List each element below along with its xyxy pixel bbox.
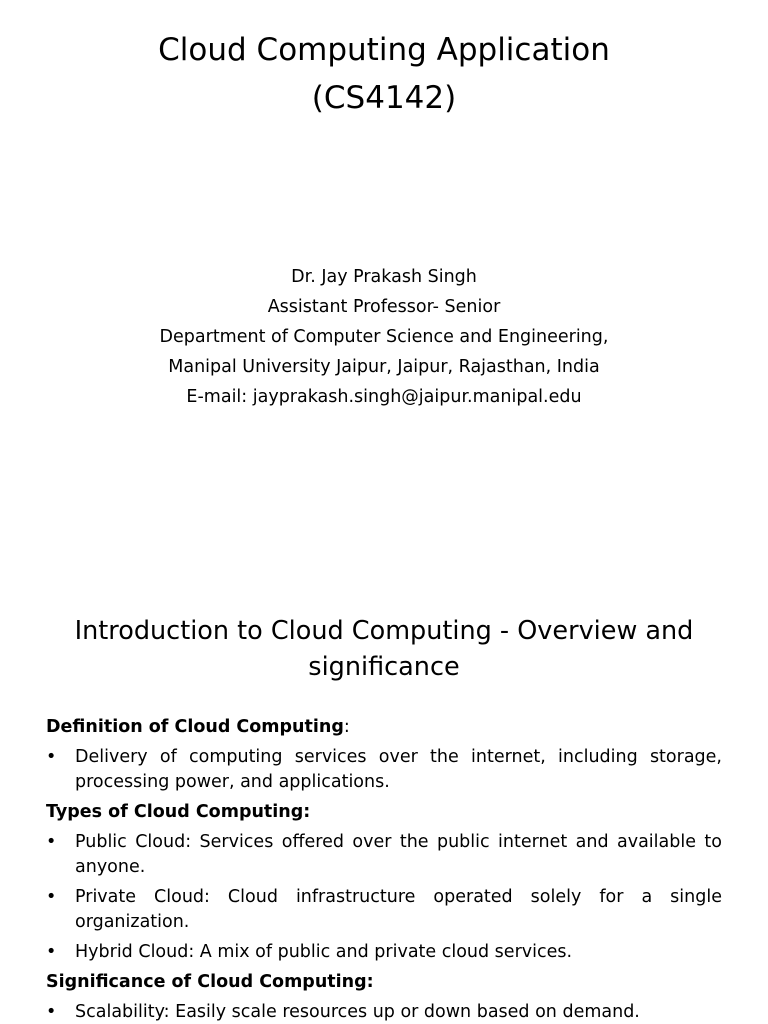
section-title: Introduction to Cloud Computing - Overview and	[74, 616, 694, 646]
slide-content	[46, 715, 722, 1024]
list-item	[46, 830, 722, 880]
section-title-continued: significance	[308, 652, 460, 682]
bullet-icon: •	[46, 747, 57, 767]
course-title: Cloud Computing Application	[158, 32, 610, 68]
list-item	[46, 745, 722, 795]
author-university: Manipal University Jaipur, Jaipur, Rajasthan, India	[168, 357, 600, 377]
bullet-icon: •	[46, 832, 57, 852]
list-item	[46, 940, 722, 965]
type-public-cloud: Public Cloud: Services offered over the public internet and available to anyone.	[75, 832, 722, 877]
bullet-icon: •	[46, 942, 57, 962]
definition-heading-text: Definition of Cloud Computing	[46, 717, 344, 737]
types-heading: Types of Cloud Computing:	[46, 802, 311, 822]
author-info	[0, 262, 768, 412]
course-code: (CS4142)	[311, 80, 457, 116]
definition-heading	[46, 715, 722, 740]
bullet-icon: •	[46, 887, 57, 907]
author-name: Dr. Jay Prakash Singh	[291, 267, 477, 287]
definition-heading-colon: :	[343, 717, 350, 737]
author-department: Department of Computer Science and Engineering,	[159, 327, 609, 347]
type-private-cloud: Private Cloud: Cloud infrastructure operated solely for a single organization.	[75, 887, 722, 932]
bullet-icon: •	[46, 1002, 57, 1022]
significance-heading: Significance of Cloud Computing:	[46, 972, 374, 992]
significance-scalability: Scalability: Easily scale resources up or down based on demand.	[75, 1002, 640, 1022]
list-item	[46, 1000, 722, 1024]
author-designation: Assistant Professor- Senior	[267, 297, 501, 317]
author-email: E-mail: jayprakash.singh@jaipur.manipal.edu	[186, 387, 582, 407]
definition-text: Delivery of computing services over the internet, including storage, processing power, and applications.	[75, 747, 722, 792]
list-item	[46, 885, 722, 935]
type-hybrid-cloud: Hybrid Cloud: A mix of public and private cloud services.	[75, 942, 573, 962]
